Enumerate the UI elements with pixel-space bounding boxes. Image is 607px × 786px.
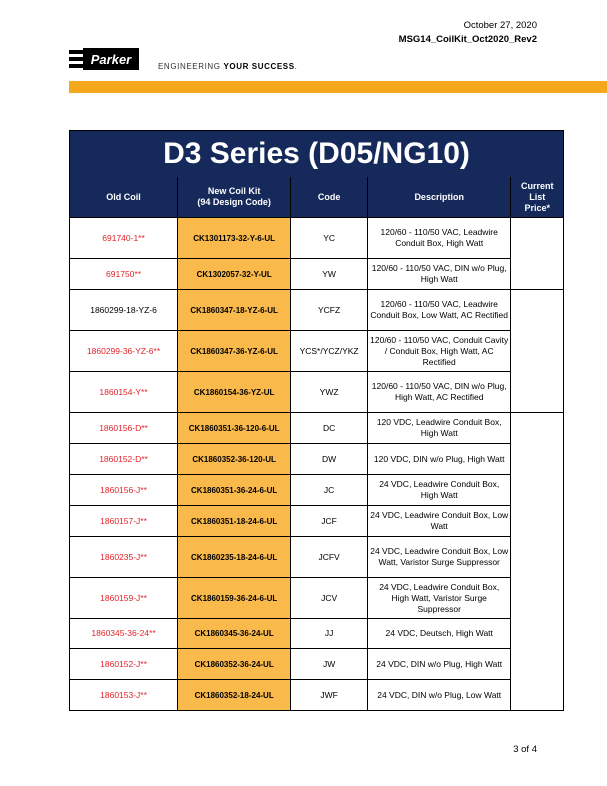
old-coil-cell: 691750** — [70, 259, 178, 290]
document-header — [399, 19, 537, 47]
price-header-line2: List — [529, 191, 546, 202]
table-row — [70, 413, 564, 444]
price-cell — [511, 506, 564, 537]
old-coil-cell: 1860152-D** — [70, 444, 178, 475]
price-cell — [511, 649, 564, 680]
tagline — [158, 62, 297, 71]
description-cell: 24 VDC, DIN w/o Plug, Low Watt — [367, 680, 510, 711]
tagline-part-a: ENGINEERING — [158, 62, 224, 71]
description-cell: 120/60 - 110/50 VAC, Leadwire Conduit Box, Low Watt, AC Rectified — [367, 290, 510, 331]
price-cell — [511, 372, 564, 413]
code-cell: YWZ — [291, 372, 368, 413]
description-cell: 120/60 - 110/50 VAC, Leadwire Conduit Box, High Watt — [367, 218, 510, 259]
description-cell: 24 VDC, Leadwire Conduit Box, Low Watt — [367, 506, 510, 537]
table-row — [70, 218, 564, 259]
column-header-old-coil: Old Coil — [70, 177, 178, 218]
old-coil-cell: 1860152-J** — [70, 649, 178, 680]
page-number: 3 of 4 — [513, 744, 537, 755]
description-cell: 24 VDC, DIN w/o Plug, High Watt — [367, 649, 510, 680]
kit-header-line2: (94 Design Code) — [197, 197, 271, 207]
price-cell — [511, 444, 564, 475]
tagline-part-c: . — [294, 62, 298, 71]
price-cell — [511, 680, 564, 711]
table-row — [70, 619, 564, 649]
table-title: D3 Series (D05/NG10) — [70, 131, 564, 178]
code-cell: YW — [291, 259, 368, 290]
price-header-line1: Current — [520, 180, 554, 191]
code-cell: YCS*/YCZ/YKZ — [291, 331, 368, 372]
old-coil-cell: 691740-1** — [70, 218, 178, 259]
brand-wordmark: Parker — [90, 52, 132, 67]
coil-kit-table — [69, 130, 564, 711]
document-date: October 27, 2020 — [463, 20, 537, 31]
old-coil-cell: 1860345-36-24** — [70, 619, 178, 649]
tagline-part-b: YOUR SUCCESS — [223, 62, 295, 71]
old-coil-cell: 1860154-Y** — [70, 372, 178, 413]
description-cell: 24 VDC, Leadwire Conduit Box, High Watt, Varistor Surge Suppressor — [367, 578, 510, 619]
column-header-code: Code — [291, 177, 368, 218]
old-coil-cell: 1860299-36-YZ-6** — [70, 331, 178, 372]
new-coil-kit-cell: CK1860159-36-24-6-UL — [178, 578, 291, 619]
table-row — [70, 259, 564, 290]
code-cell: JCF — [291, 506, 368, 537]
table-row — [70, 475, 564, 506]
code-cell: YCFZ — [291, 290, 368, 331]
price-cell — [511, 578, 564, 619]
price-cell — [511, 475, 564, 506]
description-cell: 120 VDC, Leadwire Conduit Box, High Watt — [367, 413, 510, 444]
description-cell: 120/60 - 110/50 VAC, DIN w/o Plug, High Watt — [367, 259, 510, 290]
old-coil-cell: 1860153-J** — [70, 680, 178, 711]
code-cell: JJ — [291, 619, 368, 649]
new-coil-kit-cell: CK1860351-36-120-6-UL — [178, 413, 291, 444]
table-row — [70, 578, 564, 619]
description-cell: 24 VDC, Leadwire Conduit Box, Low Watt, Varistor Surge Suppressor — [367, 537, 510, 578]
table-row — [70, 444, 564, 475]
table-row — [70, 372, 564, 413]
code-cell: JW — [291, 649, 368, 680]
table-row — [70, 290, 564, 331]
description-cell: 120/60 - 110/50 VAC, Conduit Cavity / Conduit Box, High Watt, AC Rectified — [367, 331, 510, 372]
new-coil-kit-cell: CK1302057-32-Y-UL — [178, 259, 291, 290]
price-cell — [511, 259, 564, 290]
old-coil-cell: 1860299-18-YZ-6 — [70, 290, 178, 331]
code-cell: DC — [291, 413, 368, 444]
code-cell: JCV — [291, 578, 368, 619]
kit-header-line1: New Coil Kit — [207, 186, 261, 196]
parker-logo — [69, 48, 139, 70]
table-row — [70, 680, 564, 711]
description-cell: 24 VDC, Leadwire Conduit Box, High Watt — [367, 475, 510, 506]
new-coil-kit-cell: CK1860154-36-YZ-UL — [178, 372, 291, 413]
description-cell: 120/60 - 110/50 VAC, DIN w/o Plug, High Watt, AC Rectified — [367, 372, 510, 413]
column-header-description: Description — [367, 177, 510, 218]
code-cell: DW — [291, 444, 368, 475]
price-cell — [511, 290, 564, 331]
new-coil-kit-cell: CK1860345-36-24-UL — [178, 619, 291, 649]
description-cell: 120 VDC, DIN w/o Plug, High Watt — [367, 444, 510, 475]
new-coil-kit-cell: CK1860235-18-24-6-UL — [178, 537, 291, 578]
column-header-price — [511, 177, 564, 218]
code-cell: JCFV — [291, 537, 368, 578]
new-coil-kit-cell: CK1860352-18-24-UL — [178, 680, 291, 711]
header-accent-bar — [69, 81, 607, 93]
new-coil-kit-cell: CK1301173-32-Y-6-UL — [178, 218, 291, 259]
column-header-new-coil-kit — [178, 177, 291, 218]
new-coil-kit-cell: CK1860347-36-YZ-6-UL — [178, 331, 291, 372]
document-id: MSG14_CoilKit_Oct2020_Rev2 — [398, 34, 537, 45]
table-row — [70, 537, 564, 578]
old-coil-cell: 1860159-J** — [70, 578, 178, 619]
table-row — [70, 331, 564, 372]
table-row — [70, 649, 564, 680]
code-cell: YC — [291, 218, 368, 259]
new-coil-kit-cell: CK1860352-36-120-UL — [178, 444, 291, 475]
old-coil-cell: 1860235-J** — [70, 537, 178, 578]
description-cell: 24 VDC, Deutsch, High Watt — [367, 619, 510, 649]
code-cell: JC — [291, 475, 368, 506]
price-header-line3: Price* — [524, 202, 550, 213]
new-coil-kit-cell: CK1860347-18-YZ-6-UL — [178, 290, 291, 331]
price-cell — [511, 413, 564, 444]
table-row — [70, 506, 564, 537]
code-cell: JWF — [291, 680, 368, 711]
new-coil-kit-cell: CK1860352-36-24-UL — [178, 649, 291, 680]
old-coil-cell: 1860157-J** — [70, 506, 178, 537]
price-cell — [511, 619, 564, 649]
price-cell — [511, 331, 564, 372]
new-coil-kit-cell: CK1860351-18-24-6-UL — [178, 506, 291, 537]
old-coil-cell: 1860156-J** — [70, 475, 178, 506]
price-cell — [511, 537, 564, 578]
new-coil-kit-cell: CK1860351-36-24-6-UL — [178, 475, 291, 506]
old-coil-cell: 1860156-D** — [70, 413, 178, 444]
price-cell — [511, 218, 564, 259]
